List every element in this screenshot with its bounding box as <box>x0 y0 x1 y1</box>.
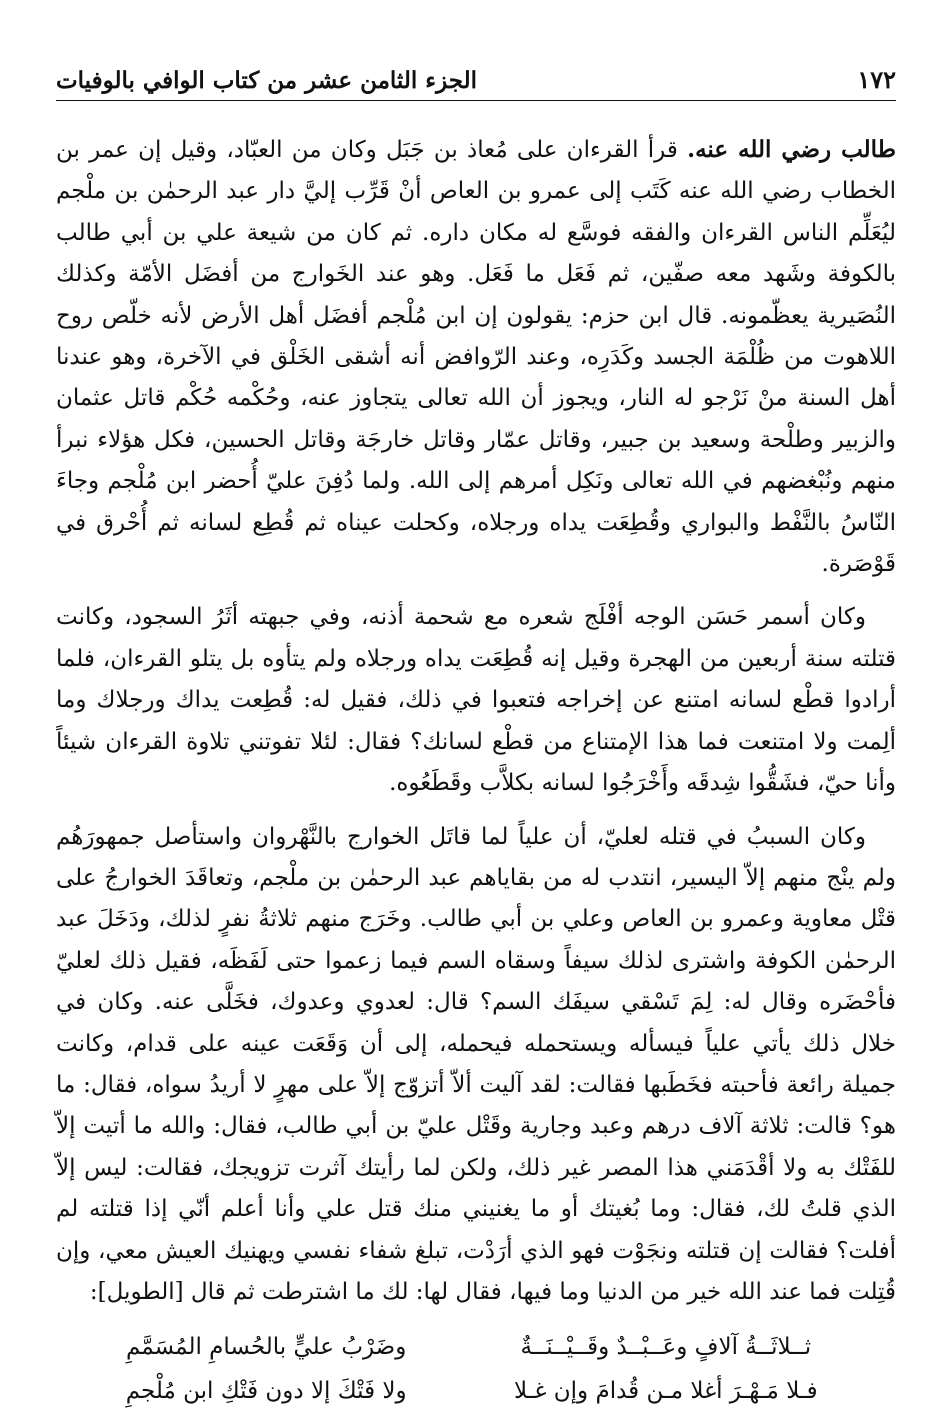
verse-2-first-hemistich: فـلا مَـهْـرَ أغلا مـن قُدامَ وإن غـلا <box>513 1378 818 1405</box>
book-page <box>56 54 896 1405</box>
verse-1-first-hemistich: ثــلاثَــةُ آلافٍ وعَــبْــدٌ وقَــيْــنَــةٌ <box>520 1334 812 1361</box>
body-text <box>56 129 896 1313</box>
paragraph-1-text: قرأ القرءان على مُعاذ بن جَبَل وكان من العبّاد، وقيل إن عمر بن الخطاب رضي الله عنه كَتَب إلى عمرو بن العاص أنْ قَرِّب إليَّ دار عبد الرحمٰن بن ملْجم ليُعَلِّم الناس القرءان والفقه فوسَّع له مكان داره. ثم كان من شيعة علي بن أبي طالب بالكوفة وشَهد معه صفّين، ثم فَعَل ما فَعَل. وهو عند الخَوارج من أفضَل الأمّة وكذلك النُصَيرية يعظّمونه. قال ابن حزم: يقولون إن ابن مُلْجم أفضَل أهل الأرض لأنه خلّص روح اللاهوت من ظُلْمَة الجسد وكَدَرِه، وعند الرّوافض أنه أشقى الخَلْق في الآخرة، وهو عندنا أهل السنة منْ نَرْجو له النار، ويجوز أن الله تعالى يتجاوز عنه، وحُكْمه حُكْم قاتل عثمان والزبير وطلْحة وسعيد بن جبير، وقاتل عمّار وقاتل خارجَة وقاتل الحسين، فكل هؤلاء نبرأ منهم ونُبْغضهم في الله تعالى ونَكِل أمرهم إلى الله. ولما دُفِنَ عليّ أُحضر ابن مُلْجم وجاءَ النّاسُ بالنَّفْط والبواري وقُطِعَت يداه ورجلاه، وكحلت عيناه ثم قُطِع لسانه ثم أُحْرق في قَوْصَرة. <box>56 137 896 578</box>
page-number: ١٧٢ <box>857 65 896 94</box>
paragraph-3: وكان السببُ في قتله لعليّ، أن علياً لما قاتَل الخوارج بالنَّهْروان واستأصل جمهورَهُم ولم ينْج منهم إلاّ اليسير، انتدب له من بقاياهم عبد الرحمٰن بن ملْجم، وتعاقَدَ الخوارجُ على قتْل معاوية وعمرو بن العاص وعلي بن أبي طالب. وخَرَج منهم ثلاثةُ نفرٍ لذلك، ودَخَلَ عبد الرحمٰن الكوفة واشترى لذلك سيفاً وسقاه السم فيما زعموا حتى لَفَظَه، فقيل ذلك لعليّ فأحْضَره وقال له: لِمَ تَسْقي سيفَك السم؟ قال: لعدوي وعدوك، فخَلَّى عنه. وكان في خلال ذلك يأتي علياً فيسأله ويستحمله فيحمله، إلى أن وَقَعَت عينه على قدام، وكانت جميلة رائعة فأحبته فخَطَبها فقالت: لقد آليت ألاّ أتزوّج إلاّ على مهرٍ لا أريدُ سواه، فقال: ما هو؟ قالت: ثلاثة آلاف درهم وعبد وجارية وقَتْل عليّ بن أبي طالب، فقال: والله ما أتيت إلاّ للفَتْك به ولا أقْدَمَني هذا المصر غير ذلك، ولكن لما رأيتك آثرت تزويجك، فقالت: ليس إلاّ الذي قلتُ لك، فقال: وما بُغيتك أو ما يغنيني منك قتل علي وأنا أعلم أنّي إذا قتلته لم أفلت؟ فقالت إن قتلته ونجَوْت فهو الذي أرَدْت، تبلغ شفاء نفسي ويهنيك العيش معي، وإن قُتِلت فما عند الله خير من الدنيا وما فيها، فقال لها: لك ما اشترطت ثم قال [الطويل]: <box>56 823 896 1305</box>
running-title: الجزء الثامن عشر من كتاب الوافي بالوفيات <box>56 67 478 94</box>
poem <box>56 1325 896 1413</box>
verse-2-second-hemistich: ولا فَتْكَ إلا دون فَتْكِ ابن مُلْجمِ <box>125 1378 407 1405</box>
paragraph-2: وكان أسمر حَسَن الوجه أفْلَج شعره مع شحمة أذنه، وفي جبهته أثَرُ السجود، وكانت قتلته سنة أربعين من الهجرة وقيل إنه قُطِعَت يداه ورجلاه ولم يتأوه بل يتلو القرءان، فلما أرادوا قطْع لسانه امتنع عن إخراجه فتعبوا في ذلك، فقيل له: قُطِعت يداك ورجلاك وما ألِمت ولا امتنعت فما هذا الإمتناع من قطْع لسانك؟ فقال: لئلا تفوتني تلاوة القرءان شيئاً وأنا حيّ، فشَقُّوا شِدقَه وأَخْرَجُوا لسانه بكلاَّب وقَطَعُوه. <box>56 604 896 797</box>
verse-1-second-hemistich: وضَرْبُ عليٍّ بالحُسامِ المُسَمَّمِ <box>126 1334 407 1361</box>
paragraph-1-lead: طالب رضي الله عنه. <box>687 136 896 163</box>
poem-verse-1 <box>56 1325 896 1369</box>
poem-verse-2 <box>56 1369 896 1413</box>
paragraph-1 <box>56 129 896 585</box>
page-header <box>56 54 896 101</box>
